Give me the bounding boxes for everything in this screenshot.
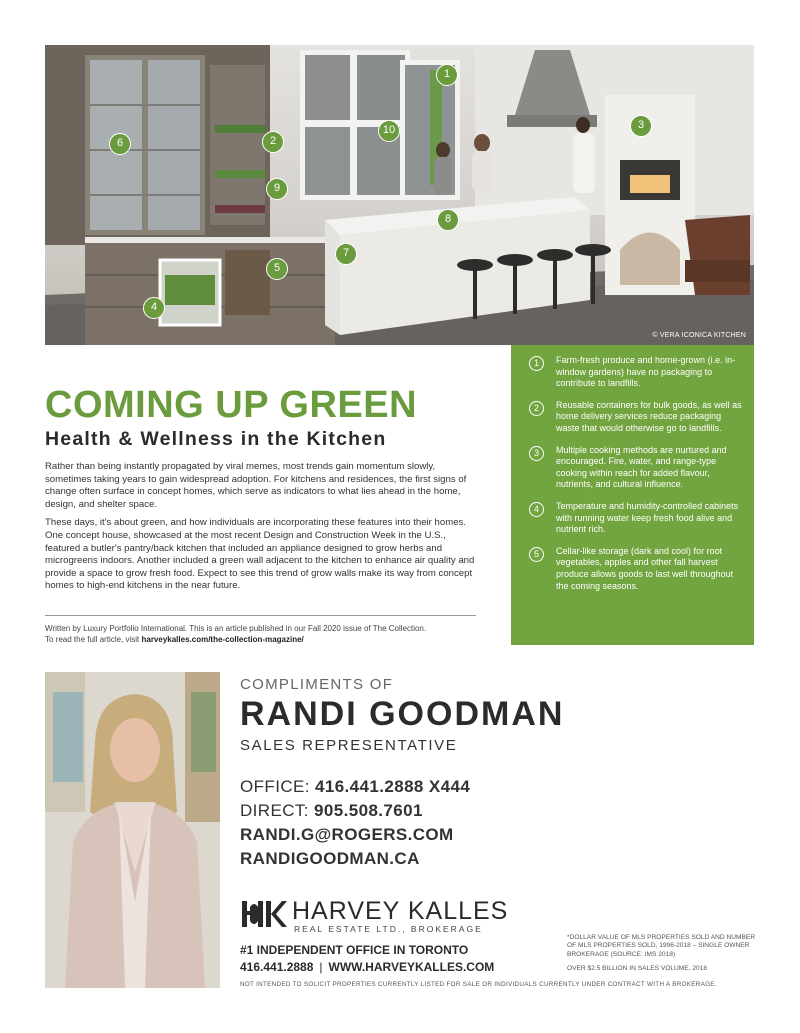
photo-credit: © VERA ICONICA KITCHEN [652, 332, 746, 339]
article-paragraph: These days, it's about green, and how individuals are incorporating these features into their homes. One concept house, showcased at the most recent Design and Construction Week in the U.S., featured a butler's pantry/back kitchen that included an appliance designed to grow herbs and microgreens indoors. Another included a green wall adjacent to the kitchen to enhance air quality and provide a space to grow fresh food. Expect to see this trend of grow walls make its way from concept homes to high-end kitchens in the near future. [45, 517, 475, 592]
hk-logo-icon [240, 897, 288, 933]
marker-3: 3 [630, 115, 652, 137]
marker-8: 8 [437, 209, 459, 231]
fine-print-sales: OVER $2.5 BILLION IN SALES VOLUME, 2018 [567, 965, 707, 972]
disclaimer: NOT INTENDED TO SOLICIT PROPERTIES CURRENTLY LISTED FOR SALE OR INDIVIDUALS CURRENTLY UNDER CONTRACT WITH A BROKERAGE. [240, 981, 717, 988]
agent-portrait [45, 672, 220, 988]
article-paragraph: Rather than being instantly propagated by viral memes, most trends gain momentum slowly, sometimes taking years to gain widespread adoption. For kitchens and residences, the first signs of change often surface in concept homes, which serve as indicators to what lies ahead in the home, design, and shelter space. [45, 461, 467, 510]
feature-text: Cellar-like storage (dark and cool) for root vegetables, apples and other fall harvest produce allows goods to last well throughout the coming seasons. [556, 545, 734, 591]
feature-number: 4 [529, 502, 544, 517]
agent-role: SALES REPRESENTATIVE [240, 737, 458, 754]
fine-print: *DOLLAR VALUE OF MLS PROPERTIES SOLD AND NUMBER OF MLS PROPERTIES SOLD, 1996-2018 – SINGLE OWNER BROKERAGE (SOURCE: IMS 2018) [567, 934, 756, 958]
feature-text: Multiple cooking methods are nurtured and encouraged. Fire, water, and range-type cooking within reach for added flavour, nutrients, and cultural influence. [556, 444, 727, 490]
marker-2: 2 [262, 131, 284, 153]
feature-number: 1 [529, 356, 544, 371]
marker-6: 6 [109, 133, 131, 155]
brokerage-phone[interactable]: 416.441.2888 [240, 960, 314, 974]
feature-item [529, 355, 742, 390]
feature-item [529, 400, 742, 435]
agent-email[interactable]: RANDI.G@ROGERS.COM [240, 825, 454, 844]
agent-name: RANDI GOODMAN [240, 695, 565, 733]
brokerage-name: HARVEY KALLES [292, 897, 509, 925]
direct-contact [240, 801, 423, 821]
marker-5: 5 [266, 258, 288, 280]
read-more-prefix: To read the full article, visit [45, 635, 142, 644]
marker-10: 10 [378, 120, 400, 142]
direct-phone[interactable]: 905.508.7601 [314, 801, 423, 820]
marker-9: 9 [266, 178, 288, 200]
email-contact [240, 825, 454, 845]
brokerage-subtitle: REAL ESTATE LTD., BROKERAGE [294, 924, 483, 934]
feature-number: 5 [529, 547, 544, 562]
article-body [45, 461, 483, 599]
kitchen-illustration [45, 45, 754, 345]
office-contact [240, 777, 470, 797]
feature-text: Farm-fresh produce and home-grown (i.e. in-window gardens) have no packaging to contribute to landfills. [556, 355, 736, 389]
website-contact [240, 849, 420, 869]
read-more [45, 634, 485, 645]
agent-website[interactable]: RANDIGOODMAN.CA [240, 849, 420, 868]
marker-7: 7 [335, 243, 357, 265]
article-subtitle: Health & Wellness in the Kitchen [45, 428, 387, 450]
divider [45, 615, 476, 616]
brokerage-tagline: #1 INDEPENDENT OFFICE IN TORONTO [240, 943, 469, 957]
feature-item [529, 501, 742, 536]
feature-number: 3 [529, 446, 544, 461]
written-by: Written by Luxury Portfolio International. This is an article published in our Fall 2020 issue of The Collection. [45, 624, 427, 633]
agent-photo [45, 672, 220, 988]
article-title: COMING UP GREEN [45, 384, 418, 426]
office-label: OFFICE: [240, 777, 310, 796]
marker-1: 1 [436, 64, 458, 86]
feature-list [511, 345, 754, 645]
separator: | [319, 960, 323, 974]
compliments-label: COMPLIMENTS OF [240, 676, 394, 693]
article-source [45, 623, 485, 645]
office-phone[interactable]: 416.441.2888 X444 [314, 777, 471, 796]
feature-item [529, 546, 742, 592]
feature-text: Temperature and humidity-controlled cabinets with running water keep fresh food alive and nutrient rich. [556, 500, 739, 535]
brokerage-logo [240, 897, 530, 939]
feature-number: 2 [529, 401, 544, 416]
brokerage-contact [240, 960, 494, 974]
read-more-link[interactable]: harveykalles.com/the-collection-magazine/ [141, 635, 304, 644]
feature-item [529, 445, 742, 491]
direct-label: DIRECT: [240, 801, 309, 820]
brokerage-url[interactable]: WWW.HARVEYKALLES.COM [328, 960, 495, 974]
marker-4: 4 [143, 297, 165, 319]
feature-text: Reusable containers for bulk goods, as well as home delivery services reduce packaging waste that would otherwise go to landfills. [556, 399, 742, 433]
